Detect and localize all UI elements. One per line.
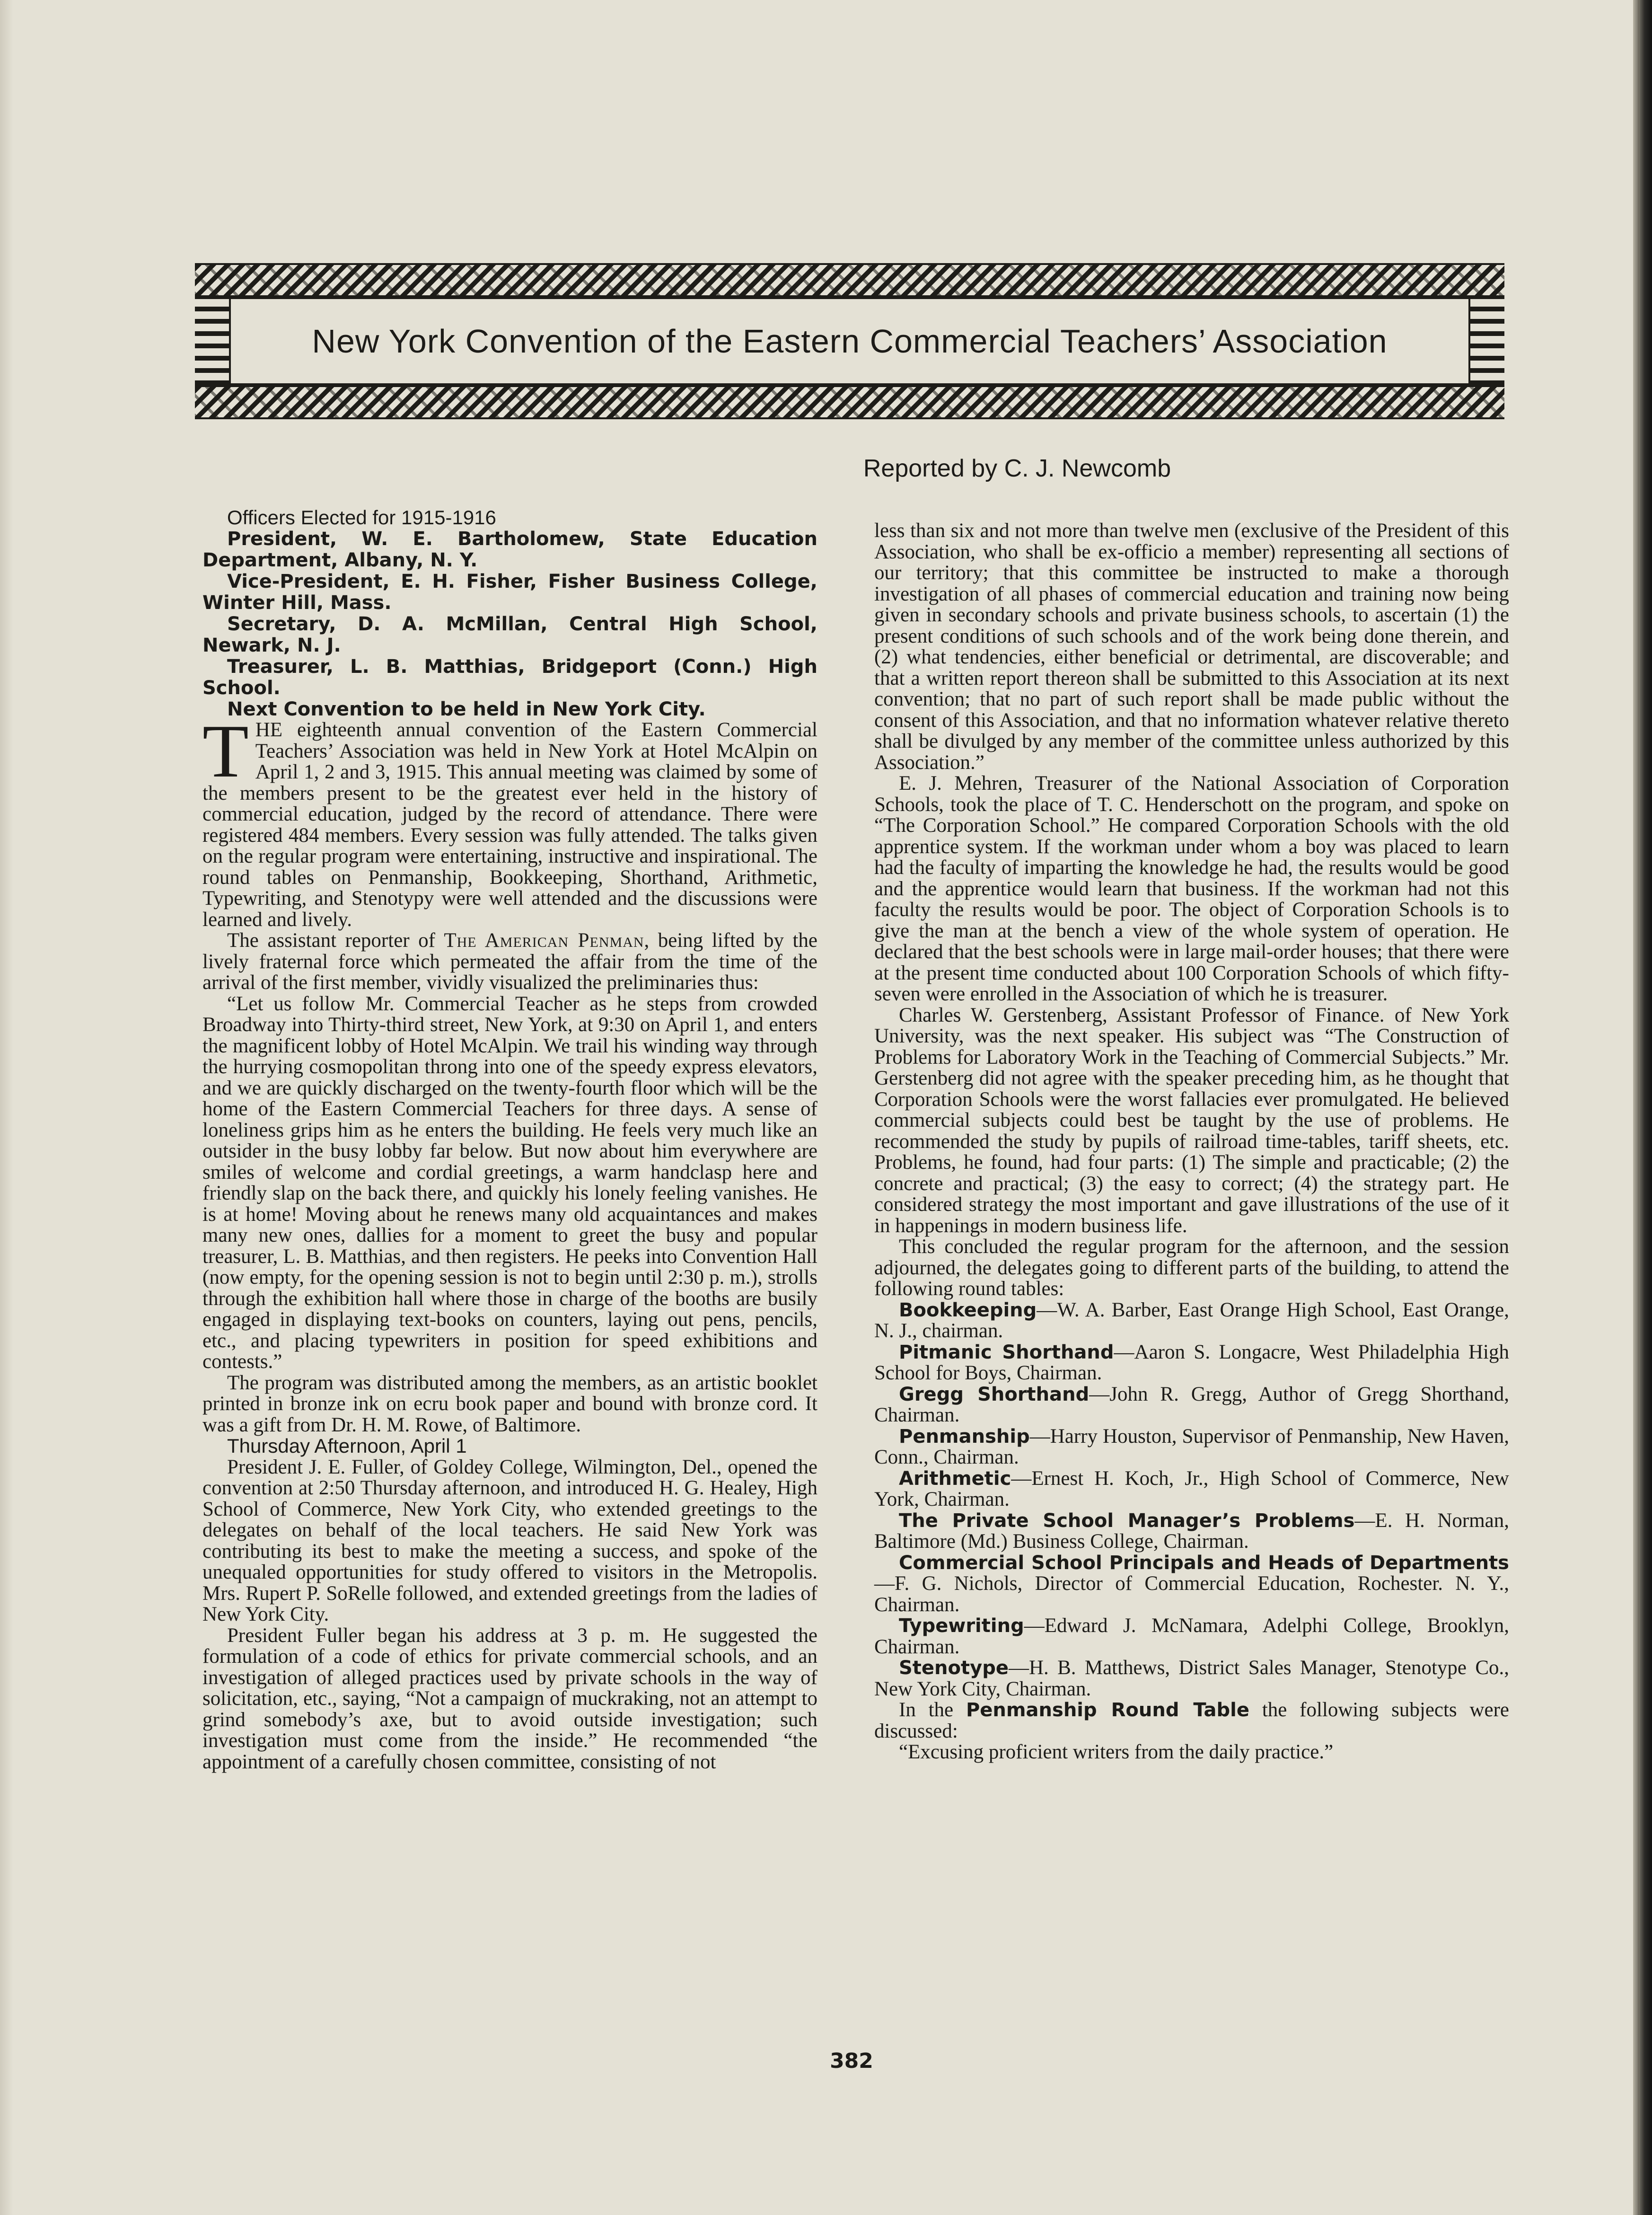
paragraph-address: President Fuller began his address at 3 p. m. He suggested the formulation of a code of ethics for private commercial schools, and an investigation of alleged practices used by private schools in the way of solicitation, etc., saying, “Not a campaign of muckraking, not an attempt to grind somebody’s axe, but to avoid outside investigation; such investigation must come from the inside.” He recommended “the appointment of a carefully chosen committee, consisting of not (202, 1624, 817, 1773)
next-convention-note: Next Convention to be held in New York City. (227, 698, 706, 720)
round-table-chair: —Ernest H. Koch, Jr., High School of Commerce, New York, Chairman. (874, 1467, 1509, 1510)
round-table-item (874, 1510, 1509, 1553)
paragraph-subject: “Excusing proficient writers from the daily practice.” (899, 1741, 1334, 1763)
book-binding (1633, 0, 1652, 2215)
paragraph-text: , being lifted by the lively fraternal force which permeated the affair from the time of the arrival of the first member, vividly visualized the preliminaries thus: (202, 929, 818, 994)
paragraph-penmanship-round-table (874, 1700, 1509, 1742)
banner-ornament-bottom (195, 385, 1504, 419)
round-table-chair: —E. H. Norman, Baltimore (Md.) Business College, Chairman. (874, 1509, 1509, 1553)
round-table-name: Stenotype (899, 1657, 1009, 1679)
paragraph-text: In the (899, 1699, 966, 1721)
round-table-chair: —H. B. Matthews, District Sales Manager, Stenotype Co., New York City, Chairman. (874, 1657, 1509, 1700)
officer-treasurer: Treasurer, L. B. Matthias, Bridgeport (Conn.) High School. (202, 655, 817, 699)
journal-name: The American Penman (444, 929, 644, 952)
banner-ornament-top (195, 263, 1504, 297)
round-table-name: The Private School Manager’s Problems (899, 1509, 1355, 1532)
paragraph-program: The program was distributed among the members, as an artistic booklet printed in bronze ink on ecru book paper and bound with bronze cord. It was a gift from Dr. H. M. Rowe, of Baltimore. (202, 1371, 817, 1436)
title-banner (229, 297, 1470, 385)
round-table-chair: —Aaron S. Longacre, West Philadelphia High School for Boys, Chairman. (874, 1341, 1509, 1384)
right-column (874, 521, 1509, 1763)
round-table-chair: —John R. Gregg, Author of Gregg Shorthand, Chairman. (874, 1383, 1509, 1426)
banner-ornament-left (195, 297, 229, 385)
round-table-name: Commercial School Principals and Heads of Departments (899, 1552, 1509, 1574)
round-table-chair: —Harry Houston, Supervisor of Penmanship, New Haven, Conn., Chairman. (874, 1425, 1509, 1468)
paragraph-reporter (202, 930, 817, 994)
paragraph-gerstenberg: Charles W. Gerstenberg, Assistant Professor of Finance. of New York University, was the next speaker. His subject was “The Construction of Problems for Laboratory Work in the Teaching of Commercial Subjects.” Mr. Gerstenberg did not agree with the speaker preceding him, as he thought that Corporation Schools were the worst fallacies ever promulgated. He believed commercial subjects could best be taught by the use of problems. He recommended the study by pupils of railroad time-tables, tariff sheets, etc. Problems, he found, had four parts: (1) The simple and practicable; (2) the concrete and practical; (3) the easy to correct; (4) the strategy part. He considered strategy the most important and gave illustrations of the use of it in happenings in modern business life. (874, 1004, 1509, 1237)
round-table-name: Penmanship Round Table (966, 1699, 1250, 1721)
paragraph-round-tables-intro: This concluded the regular program for the afternoon, and the session adjourned, the delegates going to different parts of the building, to attend the following round tables: (874, 1235, 1509, 1300)
paragraph-committee: less than six and not more than twelve men (exclusive of the President of this Association, who shall be ex-officio a member) representing all sections of our territory; that this committee be instructed to make a thorough investigation of all phases of commercial education and training now being given in secondary schools and private business schools, to ascertain (1) the present conditions of such schools and of the work being done therein, and (2) what tendencies, either beneficial or detrimental, are discoverable; and that a written report thereon shall be submitted to this Association at its next convention; that no part of such report shall be made public without the consent of this Association, and that no information whatever relative thereto shall be divulged by any member of the committee unless authorized by this Association.” (874, 520, 1509, 774)
paragraph-text: the following subjects were discussed: (874, 1699, 1510, 1742)
banner-ornament-right (1470, 297, 1504, 385)
round-table-item (874, 1300, 1509, 1342)
article-title: New York Convention of the Eastern Commercial Teachers’ Association (312, 323, 1388, 360)
officer-secretary: Secretary, D. A. McMillan, Central High School, Newark, N. J. (202, 613, 817, 656)
round-table-item (874, 1342, 1509, 1384)
round-table-item (874, 1615, 1509, 1658)
round-table-name: Arithmetic (899, 1467, 1011, 1490)
round-table-item (874, 1553, 1509, 1616)
round-table-item (874, 1468, 1509, 1510)
page-number: 382 (830, 2049, 873, 2073)
round-table-chair: —Edward J. McNamara, Adelphi College, Brooklyn, Chairman. (874, 1615, 1509, 1658)
paragraph-text: The assistant reporter of (227, 929, 444, 952)
drop-cap: T (202, 709, 249, 793)
round-table-name: Typewriting (899, 1615, 1024, 1637)
round-table-chair: —W. A. Barber, East Orange High School, East Orange, N. J., chairman. (874, 1298, 1509, 1342)
section-heading-thursday: Thursday Afternoon, April 1 (227, 1435, 467, 1457)
page-edge (0, 0, 13, 2215)
officer-vice-president: Vice-President, E. H. Fisher, Fisher Business College, Winter Hill, Mass. (202, 570, 817, 614)
round-table-item (874, 1426, 1509, 1468)
round-table-name: Pitmanic Shorthand (899, 1341, 1114, 1363)
paragraph-opening: President J. E. Fuller, of Goldey College, Wilmington, Del., opened the convention at 2:50 Thursday afternoon, and introduced H. G. Healey, High School of Commerce, New York City, who extended greetings to the delegates on behalf of the local teachers. He said New York was contributing its best to make the meeting a success, and spoke of the unequaled opportunities for study offered to visitors in the Metropolis. Mrs. Rupert P. SoRelle followed, and extended greetings from the ladies of New York City. (202, 1456, 817, 1625)
round-table-item (874, 1658, 1509, 1700)
round-table-name: Penmanship (899, 1425, 1030, 1447)
byline: Reported by C. J. Newcomb (863, 455, 1171, 482)
round-table-name: Gregg Shorthand (899, 1383, 1090, 1405)
left-column (202, 507, 817, 1773)
officers-heading: Officers Elected for 1915-1916 (227, 506, 496, 529)
round-table-item (874, 1384, 1509, 1426)
intro-text: HE eighteenth annual convention of the Eastern Commercial Teachers’ Association was held in New York at Hotel McAlpin on April 1, 2 and 3, 1915. This annual meeting was claimed by some of the members present to be the greatest ever held in the history of commercial education, judged by the record of attendance. There were registered 484 members. Every session was fully attended. The talks given on the regular program were entertaining, instructive and inspirational. The round tables on Penmanship, Bookkeeping, Shorthand, Arithmetic, Typewriting, and Stenotypy were well attended and the discussions were learned and lively. (202, 719, 817, 931)
round-table-chair: —F. G. Nichols, Director of Commercial Education, Rochester. N. Y., Chairman. (874, 1572, 1509, 1616)
round-table-name: Bookkeeping (899, 1299, 1037, 1321)
paragraph-mehren: E. J. Mehren, Treasurer of the National Association of Corporation Schools, took the place of T. C. Henderschott on the program, and spoke on “The Corporation School.” He compared Corporation Schools with the old apprentice system. If the workman under whom a boy was placed to learn had the faculty of imparting the knowledge he had, the results would be good and the apprentice would learn that business. If the workman had not this faculty the results would be poor. The object of Corporation Schools is to give the man at the bench a view of the whole system of operation. He declared that the best schools were in large mail-order houses; that there were at the present time conducted about 100 Corporation Schools of which fifty-seven were enrolled in the Association of which he is treasurer. (874, 772, 1509, 1005)
paragraph-quote: “Let us follow Mr. Commercial Teacher as he steps from crowded Broadway into Thirty-third street, New York, at 9:30 on April 1, and enters the magnificent lobby of Hotel McAlpin. We trail his winding way through the hurrying cosmopolitan throng into one of the speedy express elevators, and we are quickly discharged on the twenty-fourth floor which will be the home of the Eastern Commercial Teachers for three days. A sense of loneliness grips him as he enters the building. He feels very much like an outsider in the busy lobby far below. But now about him everywhere are smiles of welcome and cordial greetings, a warm handclasp here and friendly slap on the back there, and quickly his lonely feeling vanishes. He is at home! Moving about he renews many old acquaintances and makes many new ones, dallies for a moment to greet the busy and popular treasurer, L. B. Matthias, and then registers. He peeks into Convention Hall (now empty, for the opening session is not to begin until 2:30 p. m.), strolls through the exhibition hall where those in charge of the booths are busily engaged in displaying text-books on counters, laying out pens, pencils, etc., and placing typewriters in position for speed exhibitions and contests.” (202, 992, 817, 1373)
officer-president: President, W. E. Bartholomew, State Education Department, Albany, N. Y. (202, 528, 817, 571)
